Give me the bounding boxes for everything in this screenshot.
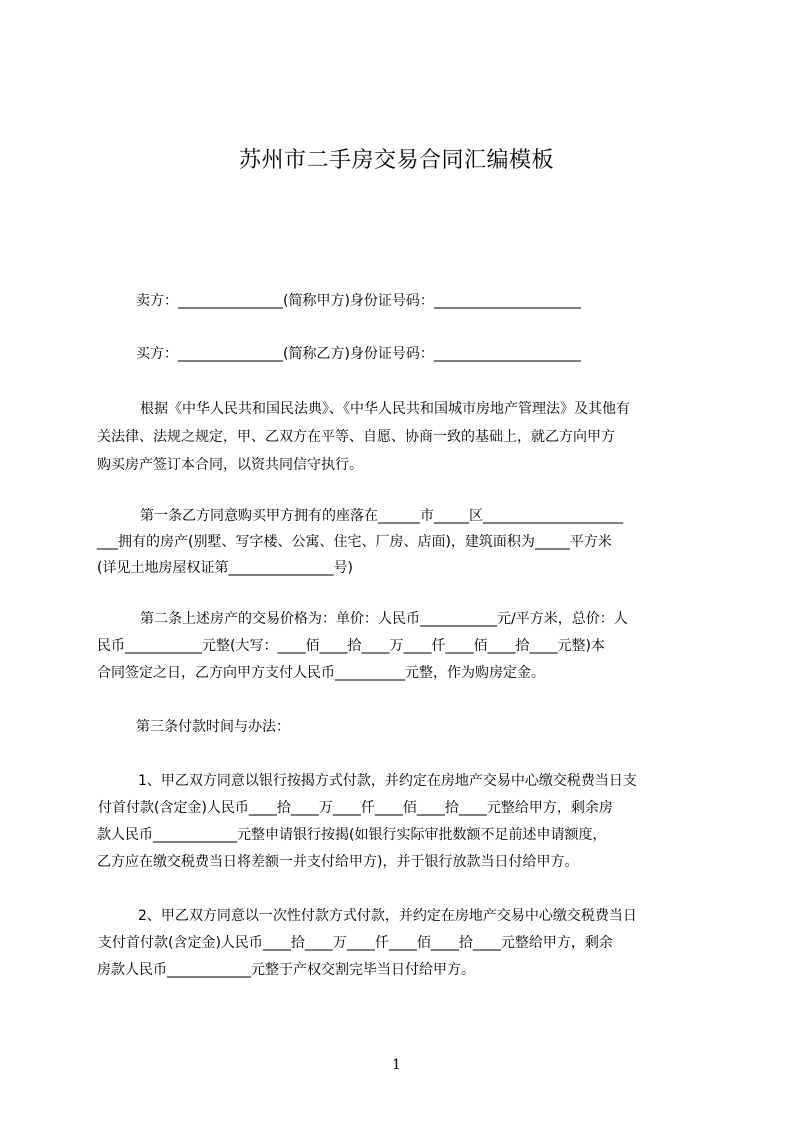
article-2-line-2: 民币___________元整(大写：____佰____拾____万____仟____佰____拾____元整)本 — [97, 638, 605, 654]
seller-line: 卖方：_______________(简称甲方)身份证号码：_____________________ — [136, 293, 581, 309]
article-1-line-1: 第一条乙方同意购买甲方拥有的座落在______市_____区____________________ — [140, 508, 623, 524]
document-title: 苏州市二手房交易合同汇编模板 — [238, 148, 554, 173]
preamble-line-3: 购买房产签订本合同，以资共同信守执行。 — [97, 457, 363, 473]
buyer-line: 买方：_______________(简称乙方)身份证号码：_____________________ — [136, 346, 581, 362]
article-1-line-3: (详见土地房屋权证第_______________号) — [97, 560, 353, 576]
payment-option-1-line-2: 付首付款(含定金)人民币____拾____万____仟____佰____拾____元整给甲方，剩余房 — [98, 800, 613, 816]
article-1-line-2: ___拥有的房产(别墅、写字楼、公寓、住宅、厂房、店面)，建筑面积为_____平方米 — [97, 534, 612, 550]
payment-option-2-line-1: 2、甲乙双方同意以一次性付款方式付款，并约定在房地产交易中心缴交税费当日 — [138, 908, 637, 924]
payment-option-1-line-1: 1、甲乙双方同意以银行按揭方式付款，并约定在房地产交易中心缴交税费当日支 — [138, 773, 637, 789]
payment-option-1-line-4: 乙方应在缴交税费当日将差额一并支付给甲方)，并于银行放款当日付给甲方。 — [97, 854, 579, 870]
payment-option-2-line-2: 支付首付款(含定金)人民币____拾____万____仟____佰____拾____元整给甲方，剩余 — [98, 935, 613, 951]
preamble-line-1: 根据《中华人民共和国民法典》、《中华人民共和国城市房地产管理法》及其他有 — [140, 401, 630, 417]
preamble-line-2: 关法律、法规之规定，甲、乙双方在平等、自愿、协商一致的基础上，就乙方向甲方 — [97, 429, 615, 445]
payment-option-2-line-3: 房款人民币____________元整于产权交割完毕当日付给甲方。 — [97, 962, 475, 978]
article-3-heading: 第三条付款时间与办法： — [136, 719, 290, 735]
payment-option-1-line-3: 款人民币____________元整申请银行按揭(如银行实际审批数额不足前述申请额度， — [97, 827, 607, 843]
article-2-line-1: 第二条上述房产的交易价格为：单价：人民币___________元/平方米，总价：人 — [140, 611, 628, 627]
article-2-line-3: 合同签定之日，乙方向甲方支付人民币__________元整，作为购房定金。 — [97, 665, 545, 681]
page-number: 1 — [392, 1057, 401, 1073]
